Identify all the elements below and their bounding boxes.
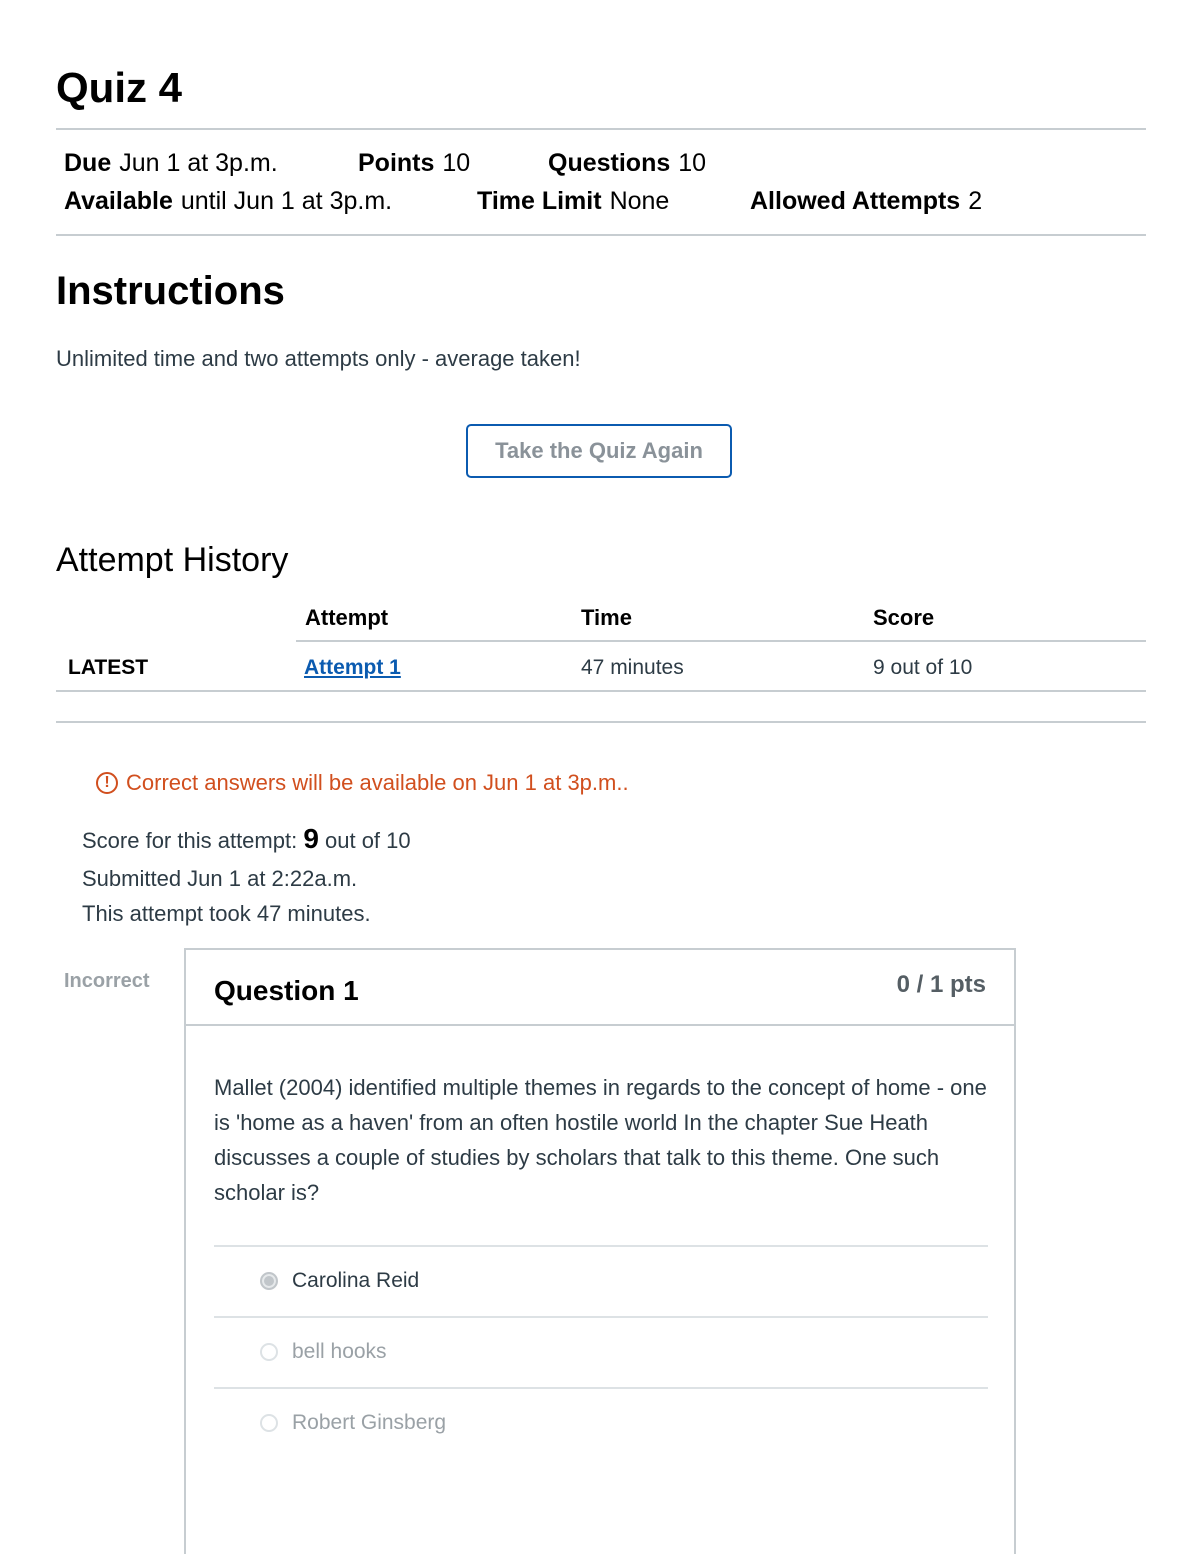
table-header-divider xyxy=(296,640,1146,642)
answer-option xyxy=(214,1245,988,1315)
attempt-duration: This attempt took 47 minutes. xyxy=(82,901,371,926)
due-value: Jun 1 at 3p.m. xyxy=(119,149,278,177)
available-label: Available xyxy=(64,187,173,215)
time-limit-value: None xyxy=(609,187,670,215)
question-title: Question 1 xyxy=(214,975,359,1006)
radio-empty-icon xyxy=(260,1343,278,1361)
answer-option xyxy=(214,1387,988,1457)
notice-text: Correct answers will be available on Jun 1 at 3p.m.. xyxy=(126,770,629,795)
due-label: Due xyxy=(64,149,112,177)
score-suffix: out of 10 xyxy=(318,828,411,853)
instructions-heading: Instructions xyxy=(56,269,285,313)
column-header-time: Time xyxy=(581,605,632,630)
question-text: Mallet (2004) identified multiple themes in regards to the concept of home - one is 'home as a haven' from an often hostile world In the chapter Sue Heath discusses a couple of studies by scholars that talk to this theme. One such scholar is? xyxy=(214,1075,987,1205)
attempt-time: 47 minutes xyxy=(581,656,684,679)
score-prefix: Score for this attempt: xyxy=(82,828,304,853)
answer-label: Carolina Reid xyxy=(292,1269,420,1292)
attempts-info xyxy=(750,186,982,216)
answer-label: bell hooks xyxy=(292,1340,387,1363)
instructions-text: Unlimited time and two attempts only - average taken! xyxy=(56,346,581,371)
attempt-score-summary xyxy=(82,824,411,856)
points-value: 10 xyxy=(442,149,471,177)
table-row-divider xyxy=(56,690,1146,692)
radio-empty-icon xyxy=(260,1414,278,1432)
time-limit-label: Time Limit xyxy=(477,187,602,215)
attempt-1-link[interactable]: Attempt 1 xyxy=(304,656,401,679)
due-info xyxy=(64,148,278,178)
attempts-value: 2 xyxy=(968,187,983,215)
take-quiz-again-button[interactable]: Take the Quiz Again xyxy=(466,424,732,478)
alert-circle-icon: ! xyxy=(96,772,118,794)
time-limit-info xyxy=(477,186,669,216)
submitted-time: Submitted Jun 1 at 2:22a.m. xyxy=(82,866,358,891)
divider xyxy=(56,128,1146,130)
questions-value: 10 xyxy=(678,149,707,177)
divider xyxy=(56,234,1146,236)
column-header-score: Score xyxy=(873,605,935,630)
attempt-score: 9 out of 10 xyxy=(873,656,973,679)
points-label: Points xyxy=(358,149,435,177)
column-header-attempt: Attempt xyxy=(305,605,389,630)
radio-selected-icon xyxy=(260,1272,278,1290)
answer-option xyxy=(214,1316,988,1386)
questions-label: Questions xyxy=(548,149,671,177)
question-card xyxy=(184,948,1016,1554)
available-info xyxy=(64,186,392,216)
latest-tag: LATEST xyxy=(68,656,149,679)
divider xyxy=(56,721,1146,723)
attempt-history-heading: Attempt History xyxy=(56,541,289,579)
questions-info xyxy=(548,148,706,178)
points-info xyxy=(358,148,470,178)
question-header xyxy=(186,950,1014,1026)
available-value: until Jun 1 at 3p.m. xyxy=(180,187,393,215)
question-points: 0 / 1 pts xyxy=(896,971,986,998)
answer-label: Robert Ginsberg xyxy=(292,1411,447,1434)
page-title: Quiz 4 xyxy=(56,64,183,111)
score-value: 9 xyxy=(303,823,319,854)
correct-answers-notice xyxy=(96,768,629,798)
attempts-label: Allowed Attempts xyxy=(750,187,961,215)
question-result-tag: Incorrect xyxy=(64,970,150,992)
